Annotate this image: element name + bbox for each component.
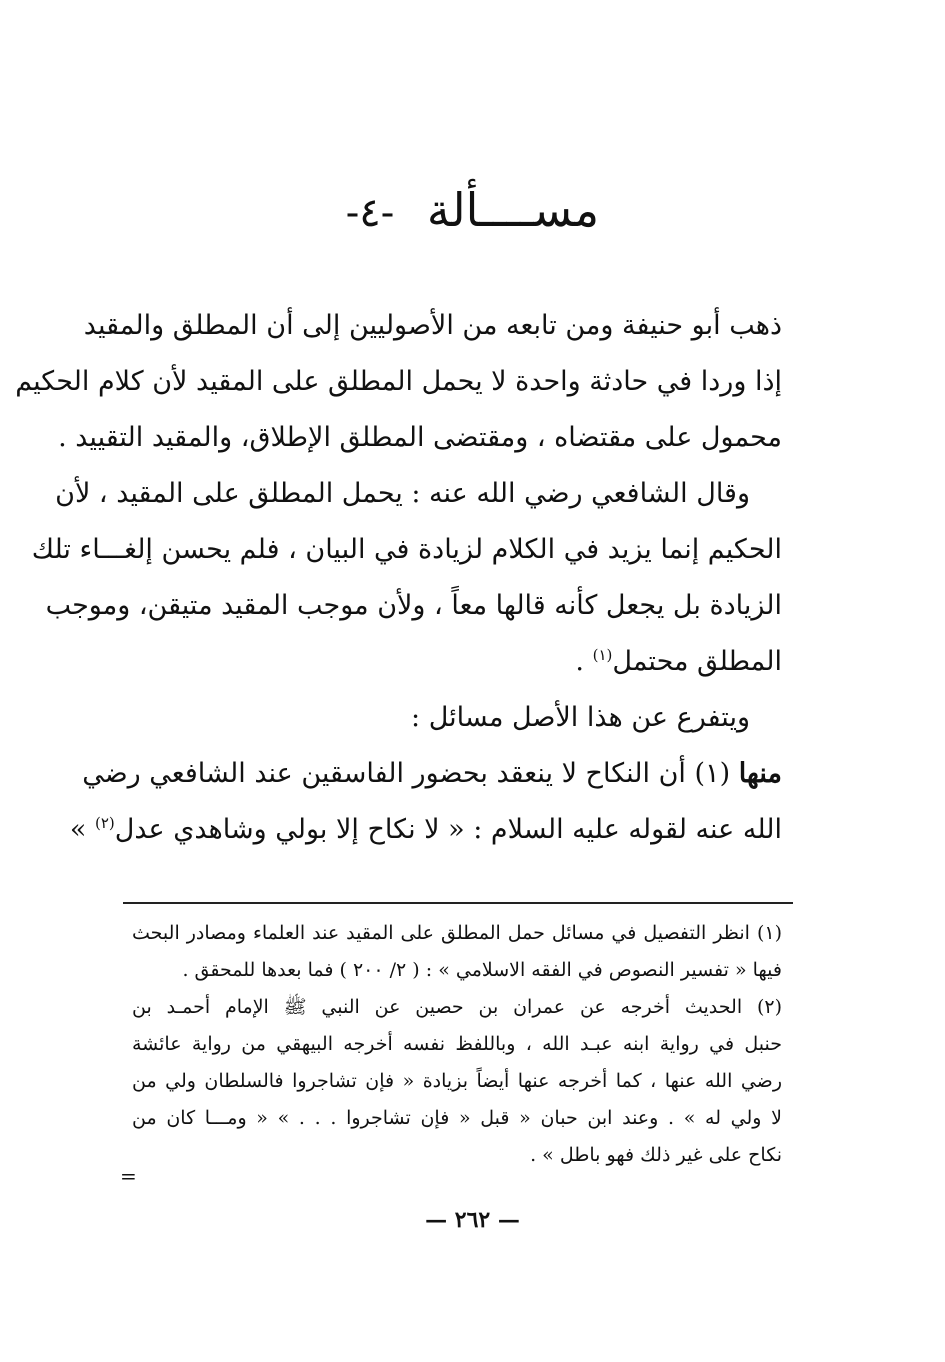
text-line-10-close: » bbox=[69, 814, 95, 845]
section-heading bbox=[0, 175, 945, 248]
text-line-7 bbox=[132, 634, 782, 690]
footnote-line-1: (١) انظر التفصيل في مسائل حمل المطلق على المقيد عند العلماء ومصادر البحث bbox=[132, 922, 782, 944]
minha-ref: (١) bbox=[694, 758, 731, 789]
footnote-ref-2: (٢) bbox=[94, 814, 115, 832]
text-line-1: ذهب أبو حنيفة ومن تابعه من الأصوليين إلى أن المطلق والمقيد bbox=[83, 310, 782, 341]
text-line-9-body: أن النكاح لا ينعقد بحضور الفاسقين عند الشافعي رضي bbox=[82, 758, 686, 789]
text-line-6: الزيادة بل يجعل كأنه قالها معاً ، ولأن موجب المقيد متيقن، وموجب bbox=[45, 590, 782, 621]
minha-label: منها bbox=[738, 758, 782, 789]
main-text bbox=[15, 298, 782, 858]
text-line-3: محمول على مقتضاه ، ومقتضى المطلق الإطلاق، والمقيد التقييد . bbox=[58, 422, 782, 453]
page-number: — ٢٦٢ — bbox=[425, 1207, 520, 1233]
text-line-4: وقال الشافعي رضي الله عنه : يحمل المطلق على المقيد ، لأن bbox=[55, 478, 750, 509]
heading-title: مســــألة bbox=[426, 183, 600, 237]
footnote-line-7: نكاح على غير ذلك فهو باطل » . bbox=[530, 1144, 782, 1166]
text-line-2: إذا وردا في حادثة واحدة لا يحمل المطلق على المقيد لأن كلام الحكيم bbox=[15, 366, 782, 397]
footnote-line-3: (٢) الحديث أخرجه عن عمران بن حصين عن النبي ﷺ الإمام أحمـد بن bbox=[132, 996, 782, 1018]
text-line-10-body: الله عنه لقوله عليه السلام : « لا نكاح إلا بولي وشاهدي عدل bbox=[114, 814, 782, 845]
footnotes bbox=[132, 915, 782, 1174]
footnote-line-6: لا ولي له » . وعند ابن حبان « قبل « فإن تشاجروا . . . » « ومـــا كان من bbox=[132, 1107, 782, 1129]
heading-number: -٤- bbox=[345, 190, 395, 236]
footnote-line-2: فيها « تفسير النصوص في الفقه الاسلامي » : ( ٢/ ٢٠٠ ) فما بعدها للمحقق . bbox=[182, 959, 782, 981]
continuation-mark: = bbox=[120, 1164, 137, 1188]
text-line-7-body: المطلق محتمل bbox=[612, 646, 782, 677]
text-line-8: ويتفرع عن هذا الأصل مسائل : bbox=[411, 702, 750, 733]
footnote-line-5: رضي الله عنها ، كما أخرجه عنها أيضاً بزيادة « فإن تشاجروا فالسلطان ولي من bbox=[132, 1070, 782, 1092]
text-line-5: الحكيم إنما يزيد في الكلام لزيادة في البيان ، فلم يحسن إلغـــاء تلك bbox=[31, 534, 782, 565]
footnote-separator bbox=[123, 902, 793, 904]
text-line-9 bbox=[82, 746, 782, 802]
text-line-7-period: . bbox=[575, 646, 593, 677]
footnote-ref-1: (١) bbox=[592, 646, 613, 664]
text-line-10 bbox=[69, 802, 782, 858]
footnote-line-4: حنبل في رواية ابنه عبـد الله ، وباللفظ نفسه أخرجه البيهقي من رواية عائشة bbox=[132, 1033, 782, 1055]
